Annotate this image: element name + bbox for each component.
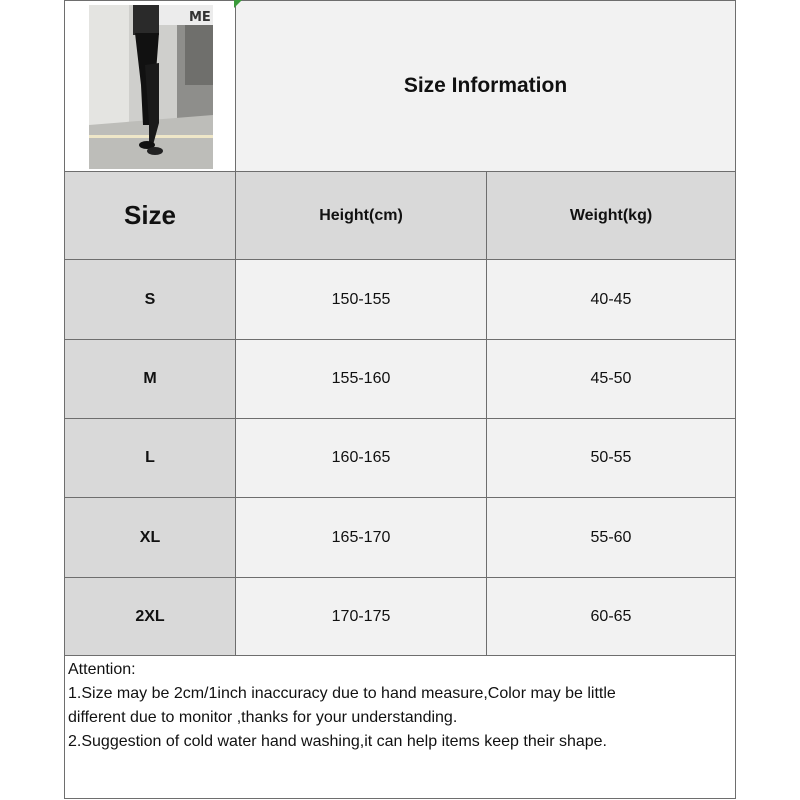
height-value: 170-175 xyxy=(331,607,391,625)
table-row-weight xyxy=(486,259,736,340)
table-row-height xyxy=(235,339,487,419)
title-cell xyxy=(235,0,736,172)
table-row-height xyxy=(235,418,487,498)
size-header-label: Size xyxy=(123,200,177,230)
weight-value: 40-45 xyxy=(590,290,632,308)
size-label: XL xyxy=(139,528,161,546)
weight-value: 50-55 xyxy=(590,449,632,466)
attention-notes xyxy=(64,655,736,799)
height-value: 155-160 xyxy=(331,370,391,387)
table-row-size xyxy=(64,259,236,340)
notes-heading: Attention: xyxy=(68,661,136,678)
weight-value: 55-60 xyxy=(590,528,632,546)
photo-sign-text: ME xyxy=(189,10,211,25)
size-chart xyxy=(64,0,736,799)
height-value: 165-170 xyxy=(331,528,391,546)
photo-cell xyxy=(64,0,236,172)
table-row-height xyxy=(235,259,487,340)
table-row-size xyxy=(64,497,236,578)
notes-line-1: 1.Size may be 2cm/1inch inaccuracy due to hand measure,Color may be little xyxy=(68,685,616,702)
height-value: 160-165 xyxy=(331,449,391,466)
table-row-weight xyxy=(486,339,736,419)
height-column-header xyxy=(235,171,487,260)
weight-value: 45-50 xyxy=(590,370,632,387)
height-header-label: Height(cm) xyxy=(319,206,403,224)
notes-line-3: 2.Suggestion of cold water hand washing,it can help items keep their shape. xyxy=(68,733,607,750)
size-label: M xyxy=(143,370,157,387)
notes-line-2: different due to monitor ,thanks for your understanding. xyxy=(68,709,458,726)
size-column-header xyxy=(64,171,236,260)
size-label: 2XL xyxy=(135,607,165,625)
page-title: Size Information xyxy=(403,74,568,97)
weight-header-label: Weight(kg) xyxy=(569,206,653,224)
table-row-size xyxy=(64,418,236,498)
table-row-weight xyxy=(486,418,736,498)
table-row-weight xyxy=(486,577,736,656)
product-photo xyxy=(89,5,213,169)
weight-value: 60-65 xyxy=(590,607,632,625)
table-row-height xyxy=(235,577,487,656)
height-value: 150-155 xyxy=(331,290,391,308)
table-row-height xyxy=(235,497,487,578)
leggings-photo-image xyxy=(89,5,213,169)
table-row-size xyxy=(64,339,236,419)
table-row-size xyxy=(64,577,236,656)
size-label: L xyxy=(145,449,155,466)
corner-mark-decoration xyxy=(234,0,242,8)
table-row-weight xyxy=(486,497,736,578)
size-label: S xyxy=(144,290,156,308)
weight-column-header xyxy=(486,171,736,260)
